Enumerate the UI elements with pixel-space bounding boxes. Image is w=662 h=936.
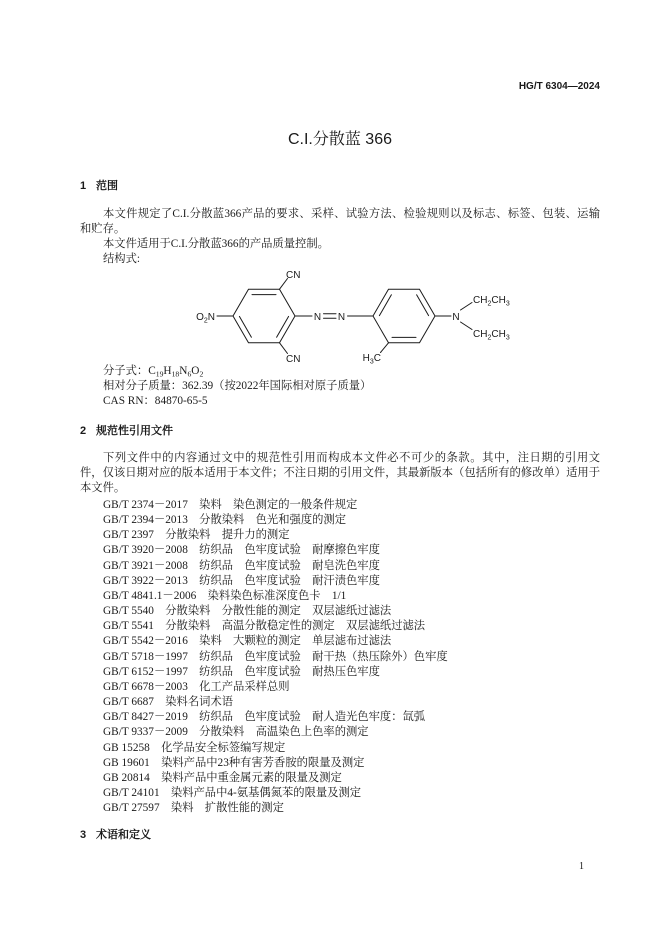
reference-code: GB/T 5542－2016 <box>103 635 188 648</box>
section-1-heading <box>80 179 118 194</box>
reference-item <box>80 680 600 695</box>
reference-title: 纺织品 色牢度试验 耐热压色牢度 <box>199 665 380 678</box>
reference-code: GB 15258 <box>103 741 150 754</box>
cyano-bottom-bond <box>280 343 288 354</box>
reference-code: GB 20814 <box>103 771 150 784</box>
left-benzene-ring <box>233 289 295 343</box>
reference-code: GB/T 6152－1997 <box>103 665 188 678</box>
formula-count: 19 <box>155 369 164 379</box>
reference-item <box>80 801 600 816</box>
page-number: 1 <box>579 861 584 872</box>
formula-symbol: H <box>163 365 172 377</box>
reference-code: GB/T 2397 <box>103 529 154 542</box>
reference-title: 纺织品 色牢度试验 耐干热（热压除外）色牢度 <box>199 650 448 663</box>
left-ring-double-bond <box>239 316 251 337</box>
formula-symbol: C <box>148 365 156 377</box>
reference-code: GB/T 3921－2008 <box>103 559 188 572</box>
reference-item <box>80 498 600 513</box>
formula-symbol: N <box>179 365 188 377</box>
reference-item <box>80 604 600 619</box>
reference-title: 分散染料 高温染色上色率的测定 <box>199 726 369 739</box>
reference-title: 染料产品中重金属元素的限量及测定 <box>161 771 342 784</box>
section-title: 术语和定义 <box>96 829 151 841</box>
reference-title: 染料 染色测定的一般条件规定 <box>199 499 358 511</box>
cas-label: CAS RN： <box>103 395 155 408</box>
compound-properties <box>80 364 600 409</box>
section-number: 2 <box>80 425 87 437</box>
reference-title: 纺织品 色牢度试验 耐汗渍色牢度 <box>199 574 380 587</box>
reference-item <box>80 665 600 680</box>
cyano-bottom-label: CN <box>286 354 301 365</box>
reference-code: GB/T 2394－2013 <box>103 514 188 527</box>
reference-title: 分散染料 提升力的测定 <box>165 529 290 542</box>
reference-item <box>80 543 600 558</box>
reference-title: 染料 扩散性能的测定 <box>170 802 284 815</box>
reference-code: GB/T 4841.1－2006 <box>103 589 197 602</box>
reference-code: GB/T 2374－2017 <box>103 499 188 511</box>
applicability-paragraph: 本文件适用于C.I.分散蓝366的产品质量控制。 <box>103 238 329 251</box>
section-2-heading <box>80 424 173 439</box>
reference-code: GB 19601 <box>103 756 150 769</box>
section-3-heading <box>80 828 151 843</box>
reference-item <box>80 650 600 665</box>
molecular-mass-label: 相对分子质量： <box>103 380 183 393</box>
reference-item <box>80 741 600 756</box>
formula-count: 18 <box>171 369 180 379</box>
reference-title: 化工产品采样总则 <box>199 680 290 693</box>
reference-code: GB/T 9337－2009 <box>103 726 188 739</box>
right-benzene-ring <box>373 289 435 343</box>
amine-n-label: N <box>452 312 460 323</box>
reference-code: GB/T 6678－2003 <box>103 680 188 693</box>
reference-code: GB/T 24101 <box>103 786 160 799</box>
reference-title: 染料 大颗粒的测定 单层滤布过滤法 <box>199 635 392 648</box>
scope-paragraph: 本文件规定了C.I.分散蓝366产品的要求、采样、试验方法、检验规则以及标志、标签、包装、运输和贮存。 <box>80 208 600 236</box>
structure-caption: 结构式: <box>103 253 141 266</box>
reference-item <box>80 574 600 589</box>
reference-code: GB/T 5541 <box>103 620 154 633</box>
reference-title: 纺织品 色牢度试验 耐人造光色牢度：氙弧 <box>199 711 426 724</box>
reference-item <box>80 513 600 528</box>
azo-n1-label: N <box>313 312 322 323</box>
reference-code: GB/T 5540 <box>103 605 154 618</box>
reference-item <box>80 589 600 604</box>
reference-title: 染料名词术语 <box>165 696 234 709</box>
reference-item <box>80 528 600 543</box>
ethyl-bottom-bond <box>461 322 473 330</box>
reference-title: 分散染料 高温分散稳定性的测定 双层滤纸过滤法 <box>165 620 426 633</box>
right-ring-double-bond <box>379 295 391 316</box>
cas-number <box>80 394 600 409</box>
formula-count: 2 <box>199 369 204 379</box>
reference-code: GB/T 3922－2013 <box>103 574 188 587</box>
reference-code: GB/T 6687 <box>103 696 154 709</box>
left-ring-double-bond <box>277 316 289 337</box>
molecular-mass-note: （按2022年国际相对原子质量） <box>213 380 372 393</box>
methyl-label: $H_3C$ <box>362 353 381 366</box>
reference-item <box>80 710 600 725</box>
standard-code-header: HG/T 6304—2024 <box>518 81 600 92</box>
ethyl-bottom-label: $CH_2CH_3$ <box>473 329 510 342</box>
reference-item <box>80 725 600 740</box>
molecular-formula-label: 分子式： <box>103 365 149 377</box>
reference-item <box>80 695 600 710</box>
intro-paragraph: 下列文件中的内容通过文中的规范性引用而构成本文件必不可少的条款。其中，注日期的引用文件，仅该日期对应的版本适用于本文件；不注日期的引用文件，其最新版本（包括所有的修改单）适用于本文件。 <box>80 452 600 495</box>
normative-references-intro <box>80 451 600 496</box>
reference-title: 染料产品中4-氨基偶氮苯的限量及测定 <box>170 786 362 799</box>
cyano-top-label: CN <box>286 270 301 281</box>
section-title: 规范性引用文件 <box>96 425 173 437</box>
reference-title: 分散染料 色光和强度的测定 <box>199 514 347 527</box>
section-number: 1 <box>80 180 87 192</box>
reference-title: 染料染色标准深度色卡 1/1 <box>207 589 347 602</box>
formula-symbol: O <box>191 365 200 377</box>
section-number: 3 <box>80 829 87 841</box>
molecular-mass <box>80 379 600 394</box>
ethyl-top-bond <box>461 303 473 311</box>
structural-formula <box>0 262 662 372</box>
document-title: C.I.分散蓝 366 <box>287 131 393 148</box>
reference-code: GB/T 3920－2008 <box>103 544 188 557</box>
molecular-formula <box>80 364 600 379</box>
scope-text-block <box>80 207 600 268</box>
reference-title: 分散染料 分散性能的测定 双层滤纸过滤法 <box>165 605 392 618</box>
right-ring-double-bond <box>417 295 429 316</box>
cas-value: 84870-65-5 <box>154 395 208 408</box>
reference-item <box>80 771 600 786</box>
molecular-mass-value: 362.39 <box>182 380 214 393</box>
reference-title: 纺织品 色牢度试验 耐皂洗色牢度 <box>199 559 380 572</box>
formula-count: 6 <box>187 369 192 379</box>
reference-list <box>80 498 600 816</box>
azo-n2-label: N <box>337 312 346 323</box>
methyl-bond <box>381 343 389 353</box>
section-title: 范围 <box>96 180 118 192</box>
reference-title: 化学品安全标签编写规定 <box>161 741 286 754</box>
reference-title: 染料产品中23种有害芳香胺的限量及测定 <box>161 756 365 769</box>
ethyl-top-label: $CH_2CH_3$ <box>473 295 510 308</box>
reference-item <box>80 559 600 574</box>
nitro-label: $O_2N$ <box>196 312 215 325</box>
reference-item <box>80 756 600 771</box>
reference-item <box>80 786 600 801</box>
reference-title: 纺织品 色牢度试验 耐摩擦色牢度 <box>199 544 380 557</box>
reference-code: GB/T 8427－2019 <box>103 711 188 724</box>
reference-code: GB/T 5718－1997 <box>103 650 188 663</box>
reference-code: GB/T 27597 <box>103 802 160 815</box>
reference-item <box>80 634 600 649</box>
reference-item <box>80 619 600 634</box>
